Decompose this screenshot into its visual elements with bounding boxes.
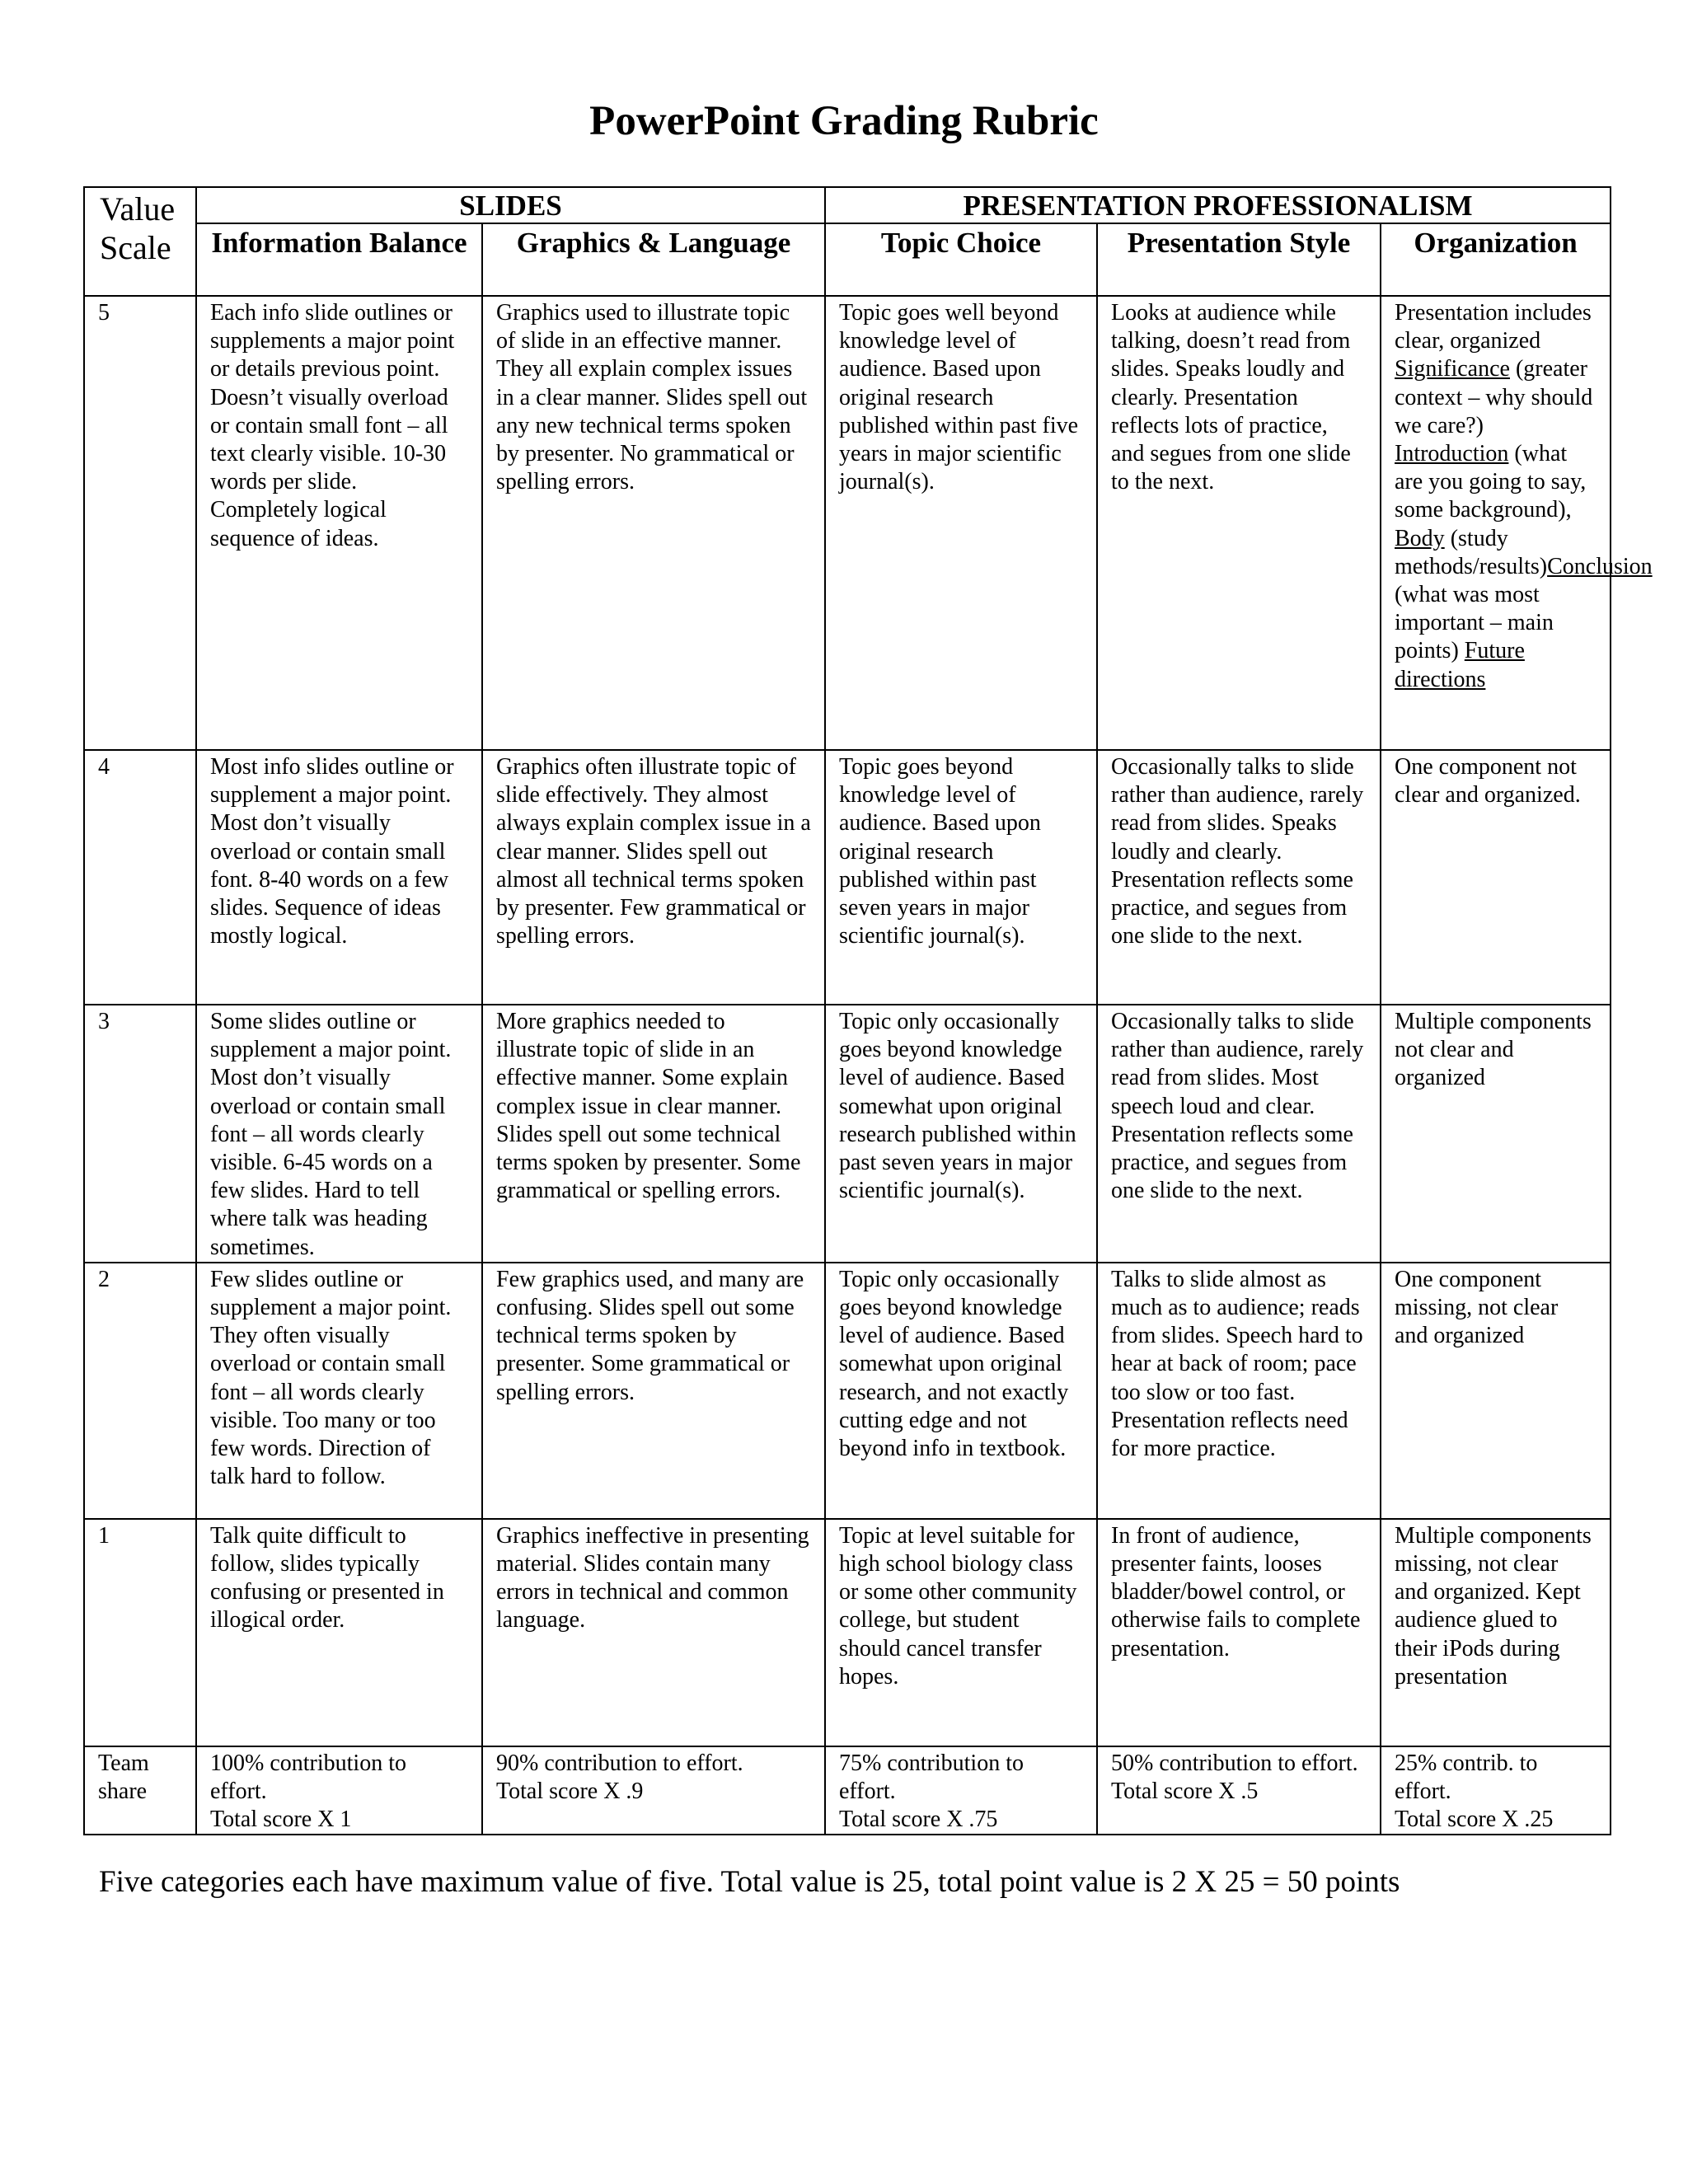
- topic-choice-cell: Topic goes well beyond knowledge level of audience. Based upon original research published within past five years in major scientific journal(s).: [825, 296, 1097, 750]
- score-row-2: [84, 1263, 1611, 1519]
- effort-text: 90% contribution to effort.: [496, 1750, 743, 1776]
- effort-text: 75% contribution to effort.: [839, 1750, 1024, 1805]
- presentation-style-cell: Occasionally talks to slide rather than audience, rarely read from slides. Most speech loud and clear. Presentation reflects some practice, and segues from one slide to the next.: [1097, 1005, 1381, 1263]
- group-header-professionalism: PRESENTATION PROFESSIONALISM: [825, 187, 1611, 223]
- value-scale-header: Value Scale: [84, 187, 196, 296]
- score-value: 4: [84, 750, 196, 1005]
- team-share-cell: [1381, 1746, 1611, 1835]
- criterion-header-information-balance: Information Balance: [196, 223, 482, 296]
- total-score-text: Total score X .25: [1395, 1807, 1554, 1833]
- team-share-cell: [825, 1746, 1097, 1835]
- information-balance-cell: Each info slide outlines or supplements a major point or details previous point. Doesn’t visually overload or contain small font – all text clearly visible. 10-30 words per slide. Completely logical sequence of ideas.: [196, 296, 482, 750]
- team-share-cell: [1097, 1746, 1381, 1835]
- team-share-cell: [196, 1746, 482, 1835]
- topic-choice-cell: Topic goes beyond knowledge level of audience. Based upon original research published within past seven years in major scientific journal(s).: [825, 750, 1097, 1005]
- presentation-style-cell: Talks to slide almost as much as to audience; reads from slides. Speech hard to hear at back of room; pace too slow or too fast. Presentation reflects need for more practice.: [1097, 1263, 1381, 1519]
- team-share-cell: [482, 1746, 825, 1835]
- information-balance-cell: Most info slides outline or supplement a major point. Most don’t visually overload or contain small font. 8-40 words on a few slides. Sequence of ideas mostly logical.: [196, 750, 482, 1005]
- org-intro: Presentation includes clear, organized: [1395, 300, 1592, 354]
- presentation-style-cell: Occasionally talks to slide rather than audience, rarely read from slides. Speaks loudly and clearly. Presentation reflects some practice, and segues from one slide to the next.: [1097, 750, 1381, 1005]
- org-conclusion: Conclusion: [1547, 553, 1653, 579]
- graphics-language-cell: More graphics needed to illustrate topic of slide in an effective manner. Some explain complex issue in clear manner. Slides spell out some technical terms spoken by presenter. Some grammatical or spelling errors.: [482, 1005, 825, 1263]
- effort-text: 25% contrib. to effort.: [1395, 1750, 1538, 1805]
- organization-cell: One component missing, not clear and organized: [1381, 1263, 1611, 1519]
- header-group-row: [84, 187, 1611, 223]
- org-body-note: (study methods/results): [1395, 525, 1548, 579]
- total-score-text: Total score X 1: [210, 1807, 352, 1833]
- presentation-style-cell: Looks at audience while talking, doesn’t read from slides. Speaks loudly and clearly. Presentation reflects lots of practice, and segues from one slide to the next.: [1097, 296, 1381, 750]
- score-row-5: [84, 296, 1611, 750]
- total-score-text: Total score X .5: [1111, 1779, 1259, 1805]
- org-body: Body: [1395, 525, 1445, 551]
- score-value: 3: [84, 1005, 196, 1263]
- graphics-language-cell: Few graphics used, and many are confusing. Slides spell out some technical terms spoken by presenter. Some grammatical or spelling errors.: [482, 1263, 825, 1519]
- group-header-slides: SLIDES: [196, 187, 825, 223]
- information-balance-cell: Few slides outline or supplement a major point. They often visually overload or contain small font – all words clearly visible. Too many or too few words. Direction of talk hard to follow.: [196, 1263, 482, 1519]
- organization-cell: Multiple components not clear and organized: [1381, 1005, 1611, 1263]
- presentation-style-cell: In front of audience, presenter faints, looses bladder/bowel control, or otherwise fails to complete presentation.: [1097, 1519, 1381, 1746]
- topic-choice-cell: Topic only occasionally goes beyond knowledge level of audience. Based somewhat upon original research, and not exactly cutting edge and not beyond info in textbook.: [825, 1263, 1097, 1519]
- header-criteria-row: [84, 223, 1611, 296]
- total-score-text: Total score X .9: [496, 1779, 644, 1805]
- score-value: 2: [84, 1263, 196, 1519]
- score-row-1: [84, 1519, 1611, 1746]
- org-significance-note: (greater context – why should we care?): [1395, 356, 1593, 438]
- graphics-language-cell: Graphics ineffective in presenting material. Slides contain many errors in technical and common language.: [482, 1519, 825, 1746]
- org-introduction: Introduction: [1395, 441, 1509, 467]
- effort-text: 50% contribution to effort.: [1111, 1750, 1358, 1776]
- score-value: 1: [84, 1519, 196, 1746]
- score-row-4: [84, 750, 1611, 1005]
- criterion-header-presentation-style: Presentation Style: [1097, 223, 1381, 296]
- graphics-language-cell: Graphics used to illustrate topic of slide in an effective manner. They all explain complex issues in a clear manner. Slides spell out any new technical terms spoken by presenter. No grammatical or spelling errors.: [482, 296, 825, 750]
- score-value: 5: [84, 296, 196, 750]
- total-score-text: Total score X .75: [839, 1807, 998, 1833]
- scoring-footnote: Five categories each have maximum value of five. Total value is 25, total point value is 2 X 25 = 50 points: [99, 1865, 1400, 1899]
- criterion-header-organization: Organization: [1381, 223, 1611, 296]
- criterion-header-topic-choice: Topic Choice: [825, 223, 1097, 296]
- team-share-label: Team share: [84, 1746, 196, 1835]
- rubric-table: [83, 186, 1653, 1835]
- team-share-row: [84, 1746, 1611, 1835]
- organization-cell: One component not clear and organized.: [1381, 750, 1611, 1005]
- criterion-header-graphics-language: Graphics & Language: [482, 223, 825, 296]
- graphics-language-cell: Graphics often illustrate topic of slide effectively. They almost always explain complex issue in a clear manner. Slides spell out almost all technical terms spoken by presenter. Few grammatical or spelling errors.: [482, 750, 825, 1005]
- organization-cell: [1381, 296, 1653, 750]
- org-significance: Significance: [1395, 356, 1510, 382]
- org-conclusion-note: (what was most important – main points): [1395, 582, 1554, 664]
- information-balance-cell: Talk quite difficult to follow, slides typically confusing or presented in illogical order.: [196, 1519, 482, 1746]
- organization-cell: Multiple components missing, not clear and organized. Kept audience glued to their iPods during presentation: [1381, 1519, 1611, 1746]
- information-balance-cell: Some slides outline or supplement a major point. Most don’t visually overload or contain small font – all words clearly visible. 6-45 words on a few slides. Hard to tell where talk was heading sometimes.: [196, 1005, 482, 1263]
- topic-choice-cell: Topic at level suitable for high school biology class or some other community college, but student should cancel transfer hopes.: [825, 1519, 1097, 1746]
- score-row-3: [84, 1005, 1611, 1263]
- topic-choice-cell: Topic only occasionally goes beyond knowledge level of audience. Based somewhat upon original research published within past seven years in major scientific journal(s).: [825, 1005, 1097, 1263]
- org-introduction-note: (what are you going to say, some background),: [1395, 441, 1587, 523]
- org-future-directions: Future directions: [1395, 638, 1525, 692]
- page-title: PowerPoint Grading Rubric: [589, 98, 1099, 144]
- effort-text: 100% contribution to effort.: [210, 1750, 406, 1805]
